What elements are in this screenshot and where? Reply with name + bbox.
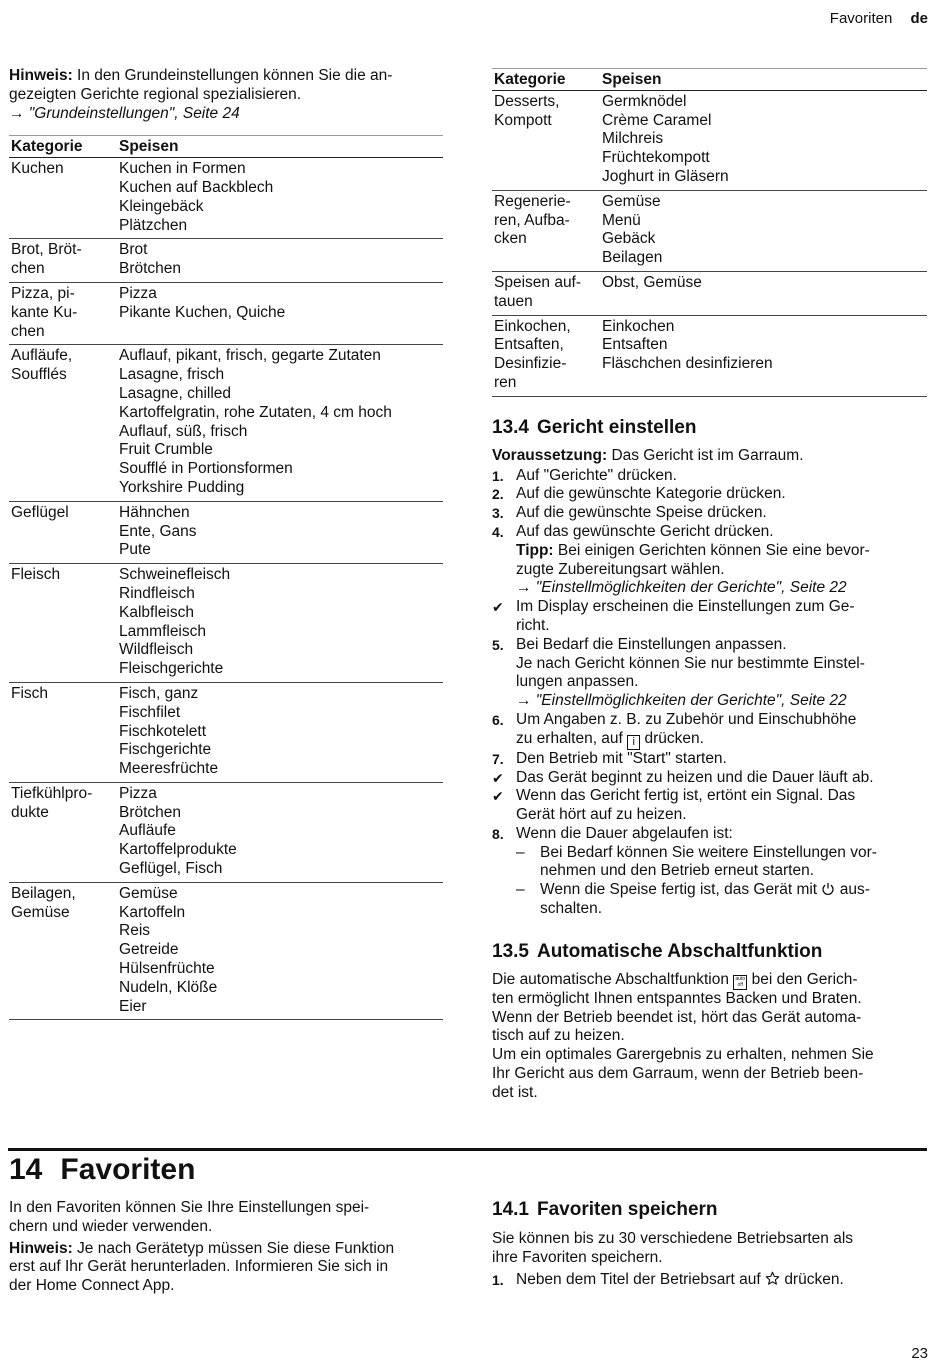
sub-item-text-2: aus- (839, 881, 870, 899)
page-header (830, 10, 928, 29)
body-text-3: ten ermöglicht Ihnen entspanntes Backen und Braten. (492, 989, 862, 1007)
step-2 (492, 485, 927, 504)
section-number: 13.5 (492, 940, 529, 962)
dish-item: Fischgerichte (119, 741, 212, 759)
dish-item: Soufflé in Portionsformen (119, 460, 293, 478)
auto-off-icon-top: auto (735, 975, 746, 982)
step-text-2: drücken. (784, 1270, 844, 1288)
body-text-2: ihre Favoriten speichern. (492, 1248, 663, 1266)
section-body (492, 971, 927, 1103)
dish-category-table-left (9, 135, 443, 1020)
category-label: Fleisch (11, 566, 61, 584)
dish-item: Wildfleisch (119, 641, 194, 659)
dishes-cell (600, 315, 927, 396)
step-5 (492, 636, 927, 711)
hint-text-3: der Home Connect App. (9, 1277, 175, 1295)
dish-item: Kalbfleisch (119, 603, 194, 621)
dish-item: Milchreis (602, 130, 664, 148)
dish-item: Reis (119, 922, 151, 940)
table-row (492, 315, 927, 396)
dish-item: Lasagne, frisch (119, 366, 225, 384)
left-column (9, 67, 443, 1020)
category-label: Kompott (494, 111, 552, 129)
step-number: 6. (492, 711, 504, 728)
category-cell (9, 282, 117, 344)
category-cell (492, 190, 600, 271)
dish-item: Kartoffeln (119, 903, 186, 921)
dishes-cell (117, 501, 443, 563)
category-label: Desserts, (494, 92, 560, 110)
dishes-cell (117, 158, 443, 239)
section-title: Automatische Abschaltfunktion (536, 940, 823, 962)
dish-item: Fischfilet (119, 703, 181, 721)
info-icon: i (627, 735, 640, 750)
step-text-3: drücken. (644, 729, 704, 747)
body-text-6: Um ein optimales Garergebnis zu erhalten, nehmen Sie (492, 1046, 874, 1064)
hint-label: Hinweis: (9, 67, 73, 84)
section-number: 14.1 (492, 1199, 529, 1220)
body-text-4: Wenn der Betrieb beendet ist, hört das Gerät automa- (492, 1008, 862, 1026)
body-text: Die automatische Abschaltfunktion (492, 970, 729, 988)
sub-item-1 (516, 844, 927, 882)
sub-item-2 (516, 881, 927, 919)
dish-item: Yorkshire Pudding (119, 478, 245, 496)
check-icon: ✔ (492, 599, 504, 616)
dish-item: Pizza (119, 284, 157, 302)
category-label: Soufflés (11, 366, 67, 384)
category-label: Speisen auf- (494, 273, 582, 291)
step-6 (492, 711, 927, 750)
body-text-2: bei den Gerich- (751, 970, 858, 988)
chapter-heading (9, 1153, 449, 1187)
hint-text-2: gezeigten Gerichte regional spezialisieren. (9, 85, 302, 103)
dish-item: Menü (602, 211, 641, 229)
dish-item: Gemüse (602, 192, 661, 210)
tip-text: Bei einigen Gerichten können Sie eine bevor- (557, 541, 870, 559)
dish-item: Germknödel (602, 92, 687, 110)
section-body (492, 1230, 927, 1268)
dish-item: Fruit Crumble (119, 441, 213, 459)
category-cell (492, 315, 600, 396)
section-heading (492, 941, 927, 963)
column-header-kategorie: Kategorie (492, 69, 600, 91)
dishes-cell (117, 282, 443, 344)
sub-item-text-2: nehmen und den Betrieb erneut starten. (540, 862, 815, 880)
dishes-cell (117, 564, 443, 683)
step-1 (492, 467, 927, 486)
category-label: Aufläufe, (11, 347, 73, 365)
dish-item: Plätzchen (119, 216, 188, 234)
step-text-2: Je nach Gericht können Sie nur bestimmte Einstel- (516, 654, 865, 672)
table-row (9, 682, 443, 782)
body-text: Sie können bis zu 30 verschiedene Betriebsarten als (492, 1230, 854, 1247)
result-3 (492, 787, 927, 825)
table-row (9, 158, 443, 239)
tip-label: Tipp: (516, 541, 554, 559)
step-list (492, 1271, 927, 1290)
step-text: Neben dem Titel der Betriebsart auf (516, 1270, 761, 1288)
column-header-speisen: Speisen (117, 136, 443, 158)
dish-item: Fläschchen desinfizieren (602, 355, 773, 373)
step-number: 4. (492, 523, 504, 540)
body-text-5: tisch auf zu heizen. (492, 1027, 625, 1045)
result-1 (492, 598, 927, 636)
chapter-intro (9, 1199, 449, 1237)
step-text: Wenn die Dauer abgelaufen ist: (516, 824, 733, 842)
dish-item: Eier (119, 997, 147, 1015)
category-label: dukte (11, 803, 49, 821)
dishes-cell (117, 682, 443, 782)
chapter-14 (9, 1153, 449, 1296)
step-text: Auf "Gerichte" drücken. (516, 466, 677, 484)
dish-item: Brot (119, 241, 148, 259)
table-row (9, 501, 443, 563)
dish-item: Pikante Kuchen, Quiche (119, 303, 286, 321)
step-text: Auf die gewünschte Speise drücken. (516, 504, 767, 522)
dish-item: Aufläufe (119, 822, 176, 840)
result-text-2: richt. (516, 616, 550, 634)
chapter-title: Favoriten (60, 1153, 196, 1186)
dishes-cell (117, 345, 443, 501)
category-cell (9, 501, 117, 563)
dish-item: Ente, Gans (119, 522, 197, 540)
step-text-2: zu erhalten, auf (516, 729, 623, 747)
step-7 (492, 750, 927, 769)
prerequisite (492, 447, 927, 466)
prerequisite-label: Voraussetzung: (492, 446, 608, 464)
category-label: Desinfizie- (494, 355, 567, 373)
column-header-kategorie: Kategorie (9, 136, 117, 158)
result-text-2: Gerät hört auf zu heizen. (516, 806, 687, 824)
step-text: Auf die gewünschte Kategorie drücken. (516, 485, 786, 503)
category-label: chen (11, 260, 45, 278)
table-body (9, 158, 443, 1020)
chapter-number: 14 (9, 1153, 43, 1186)
step-number: 7. (492, 750, 504, 767)
category-cell (9, 782, 117, 882)
dish-item: Brötchen (119, 803, 182, 821)
step-3 (492, 504, 927, 523)
hint-block (9, 67, 443, 123)
category-label: Kuchen (11, 160, 64, 178)
dish-item: Hülsenfrüchte (119, 960, 215, 978)
step-8 (492, 825, 927, 919)
dish-item: Pizza (119, 784, 157, 802)
category-cell (9, 882, 117, 1020)
dish-item: Kuchen in Formen (119, 160, 246, 178)
dish-item: Gebäck (602, 230, 656, 248)
dish-item: Einkochen (602, 317, 675, 335)
section-13-5 (492, 941, 927, 1103)
result-2 (492, 769, 927, 788)
step-text: Den Betrieb mit "Start" starten. (516, 749, 727, 767)
category-label: Brot, Bröt- (11, 241, 82, 259)
sub-item-text-3: schalten. (540, 900, 603, 918)
step-number: 1. (492, 1271, 504, 1288)
category-label: ren, Aufba- (494, 211, 570, 229)
category-label: Beilagen, (11, 884, 76, 902)
dish-item: Hähnchen (119, 503, 190, 521)
chapter-hint (9, 1240, 449, 1296)
dishes-cell (117, 882, 443, 1020)
step-text-3: lungen anpassen. (516, 673, 639, 691)
section-13-4 (492, 417, 927, 919)
dish-item: Fischkotelett (119, 722, 207, 740)
star-icon (765, 1271, 780, 1286)
dish-item: Brötchen (119, 260, 182, 278)
table-row (9, 564, 443, 683)
section-heading (492, 417, 927, 439)
dish-item: Lasagne, chilled (119, 384, 232, 402)
step-list (492, 467, 927, 919)
category-label: Gemüse (11, 903, 70, 921)
category-label: Entsaften, (494, 336, 564, 354)
right-column (492, 67, 927, 1103)
step-text: Um Angaben z. B. zu Zubehör und Einschubhöhe (516, 710, 857, 728)
check-icon: ✔ (492, 788, 504, 805)
table-body (492, 90, 927, 396)
dish-item: Joghurt in Gläsern (602, 167, 729, 185)
hint-label: Hinweis: (9, 1239, 73, 1257)
category-label: Tiefkühlpro- (11, 784, 93, 802)
table-row (9, 345, 443, 501)
step-text: Auf das gewünschte Gericht drücken. (516, 522, 774, 540)
step-number: 2. (492, 486, 504, 503)
section-title: Favoriten speichern (536, 1199, 718, 1220)
category-cell (9, 345, 117, 501)
table-row (9, 239, 443, 283)
section-14-1 (492, 1199, 927, 1289)
dish-item: Kartoffelprodukte (119, 841, 237, 859)
dish-item: Crème Caramel (602, 111, 712, 129)
dish-item: Kuchen auf Backblech (119, 178, 274, 196)
category-label: Geflügel (11, 503, 69, 521)
table-row (492, 271, 927, 315)
dish-item: Kleingebäck (119, 197, 204, 215)
table-row (492, 190, 927, 271)
dish-item: Gemüse (119, 884, 178, 902)
result-text: Wenn das Gericht fertig ist, ertönt ein Signal. Das (516, 787, 856, 805)
category-cell (9, 682, 117, 782)
intro-text-2: chern und wieder verwenden. (9, 1217, 213, 1235)
hint-text-2: erst auf Ihr Gerät herunterladen. Informieren Sie sich in (9, 1258, 389, 1276)
body-text-7: Ihr Gericht aus dem Garraum, wenn der Betrieb been- (492, 1065, 864, 1083)
table-row (9, 782, 443, 882)
step-number: 3. (492, 505, 504, 522)
result-text: Im Display erscheinen die Einstellungen zum Ge- (516, 598, 855, 616)
category-cell (492, 90, 600, 190)
dish-item: Fleischgerichte (119, 660, 224, 678)
prerequisite-text: Das Gericht ist im Garraum. (611, 446, 804, 464)
dish-item: Früchtekompott (602, 149, 710, 167)
hint-text: In den Grundeinstellungen können Sie die an- (77, 67, 393, 84)
dish-item: Beilagen (602, 249, 663, 267)
category-label: Pizza, pi- (11, 284, 75, 302)
hint-reference-link[interactable]: → "Grundeinstellungen", Seite 24 (9, 104, 240, 122)
dish-item: Obst, Gemüse (602, 273, 702, 291)
dish-item: Getreide (119, 941, 179, 959)
page-number: 23 (911, 1345, 928, 1363)
dish-item: Nudeln, Klöße (119, 978, 218, 996)
dishes-cell (600, 90, 927, 190)
dash-marker: – (516, 881, 525, 899)
header-section-title: Favoriten (829, 10, 893, 27)
column-header-speisen: Speisen (600, 69, 927, 91)
dish-item: Fisch, ganz (119, 684, 199, 702)
table-row (9, 882, 443, 1020)
step-number: 1. (492, 467, 504, 484)
dash-marker: – (516, 843, 525, 861)
dish-item: Auflauf, süß, frisch (119, 422, 248, 440)
category-label: Einkochen, (494, 317, 571, 335)
dish-item: Meeresfrüchte (119, 760, 219, 778)
category-cell (9, 564, 117, 683)
sub-item-text: Wenn die Speise fertig ist, das Gerät mit (540, 881, 818, 899)
dish-item: Kartoffelgratin, rohe Zutaten, 4 cm hoch (119, 403, 392, 421)
power-icon (821, 882, 835, 896)
category-cell (492, 271, 600, 315)
chapter-divider (8, 1148, 927, 1151)
step-4 (492, 523, 927, 598)
auto-off-icon (733, 975, 747, 990)
tip-block (516, 542, 927, 598)
body-text-8: det ist. (492, 1083, 538, 1101)
category-label: chen (11, 322, 45, 340)
category-label: kante Ku- (11, 303, 78, 321)
category-cell (9, 239, 117, 283)
table-row (9, 282, 443, 344)
dish-category-table-right (492, 68, 927, 397)
section-number: 13.4 (492, 416, 529, 438)
tip-text-2: zugte Zubereitungsart wählen. (516, 560, 725, 578)
step-number: 8. (492, 825, 504, 842)
dishes-cell (600, 190, 927, 271)
step-reference-link[interactable]: → "Einstellmöglichkeiten der Gerichte", Seite 22 (516, 692, 847, 710)
step-1 (492, 1271, 927, 1290)
tip-reference-link[interactable]: → "Einstellmöglichkeiten der Gerichte", Seite 22 (516, 579, 847, 597)
category-cell (9, 158, 117, 239)
result-text: Das Gerät beginnt zu heizen und die Dauer läuft ab. (516, 768, 874, 786)
dish-item: Schweinefleisch (119, 566, 231, 584)
dishes-cell (117, 239, 443, 283)
header-language: de (910, 10, 928, 27)
dish-item: Rindfleisch (119, 584, 195, 602)
table-row (492, 90, 927, 190)
category-label: Fisch (11, 684, 49, 702)
dish-item: Auflauf, pikant, frisch, gegarte Zutaten (119, 347, 381, 365)
hint-text: Je nach Gerätetyp müssen Sie diese Funktion (77, 1239, 395, 1257)
category-label: cken (494, 230, 527, 248)
section-heading (492, 1199, 927, 1221)
auto-off-icon-bottom: off (737, 981, 743, 988)
dish-item: Lammfleisch (119, 622, 206, 640)
category-label: Regenerie- (494, 192, 571, 210)
intro-text: In den Favoriten können Sie Ihre Einstellungen spei- (9, 1199, 370, 1216)
check-icon: ✔ (492, 769, 504, 786)
section-title: Gericht einstellen (536, 416, 697, 438)
dishes-cell (600, 271, 927, 315)
step-number: 5. (492, 636, 504, 653)
dish-item: Geflügel, Fisch (119, 860, 223, 878)
dish-item: Entsaften (602, 336, 668, 354)
dishes-cell (117, 782, 443, 882)
step-text: Bei Bedarf die Einstellungen anpassen. (516, 635, 787, 653)
sub-item-text: Bei Bedarf können Sie weitere Einstellungen vor- (540, 843, 877, 861)
dish-item: Pute (119, 541, 151, 559)
category-label: tauen (494, 292, 533, 310)
category-label: ren (494, 373, 517, 391)
